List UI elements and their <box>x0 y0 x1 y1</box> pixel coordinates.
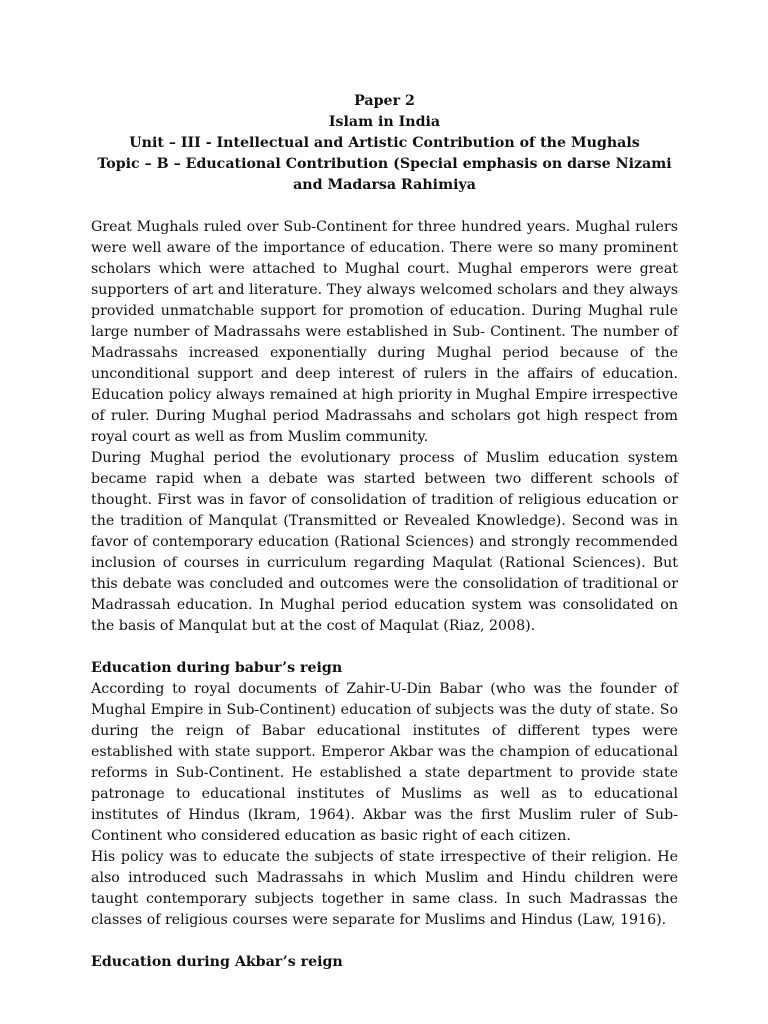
spacer <box>91 196 678 217</box>
document-heading <box>91 91 678 196</box>
section-heading-babur: Education during babur’s reign <box>91 660 343 676</box>
paper-number: Paper 2 <box>354 93 415 109</box>
subject-title: Islam in India <box>328 114 441 130</box>
spacer <box>91 637 678 658</box>
unit-title: Unit – III - Intellectual and Artistic Contribution of the Mughals <box>129 135 640 151</box>
spacer <box>91 931 678 952</box>
topic-title: Topic – B – Educational Contribution (Special emphasis on darse Nizami and Madarsa Rahimiya <box>97 156 672 193</box>
document-page <box>91 91 678 973</box>
intro-paragraph-2: During Mughal period the evolutionary process of Muslim education system became rapid when a debate was started between two different schools of thought. First was in favor of consolidation of tradition of religious education or the tradition of Manqulat (Transmitted or Revealed Knowledge). Second was in favor of contemporary education (Rational Sciences) and strongly recommended inclusion of courses in curriculum regarding Maqulat (Rational Sciences). But this debate was concluded and outcomes were the consolidation of traditional or Madrassah education. In Mughal period education system was consolidated on the basis of Manqulat but at the cost of Maqulat (Riaz, 2008). <box>91 450 678 634</box>
intro-paragraph-1: Great Mughals ruled over Sub-Continent for three hundred years. Mughal rulers were well aware of the importance of education. There were so many prominent scholars which were attached to Mughal court. Mughal emperors were great supporters of art and literature. They always welcomed scholars and they always provided unmatchable support for promotion of education. During Mughal rule large number of Madrassahs were established in Sub- Continent. The number of Madrassahs increased exponentially during Mughal period because of the unconditional support and deep interest of rulers in the affairs of education. Education policy always remained at high priority in Mughal Empire irrespective of ruler. During Mughal period Madrassahs and scholars got high respect from royal court as well as from Muslim community. <box>91 219 678 445</box>
babur-paragraph-1: According to royal documents of Zahir-U-Din Babar (who was the founder of Mughal Empire in Sub-Continent) education of subjects was the duty of state. So during the reign of Babar educational institutes of different types were established with state support. Emperor Akbar was the champion of educational reforms in Sub-Continent. He established a state department to provide state patronage to educational institutes of Muslims as well as to educational institutes of Hindus (Ikram, 1964). Akbar was the first Muslim ruler of Sub-Continent who considered education as basic right of each citizen. <box>91 681 678 844</box>
section-heading-akbar: Education during Akbar’s reign <box>91 954 343 970</box>
babur-paragraph-2: His policy was to educate the subjects of state irrespective of their religion. He also introduced such Madrassahs in which Muslim and Hindu children were taught contemporary subjects together in same class. In such Madrassas the classes of religious courses were separate for Muslims and Hindus (Law, 1916). <box>91 849 678 928</box>
